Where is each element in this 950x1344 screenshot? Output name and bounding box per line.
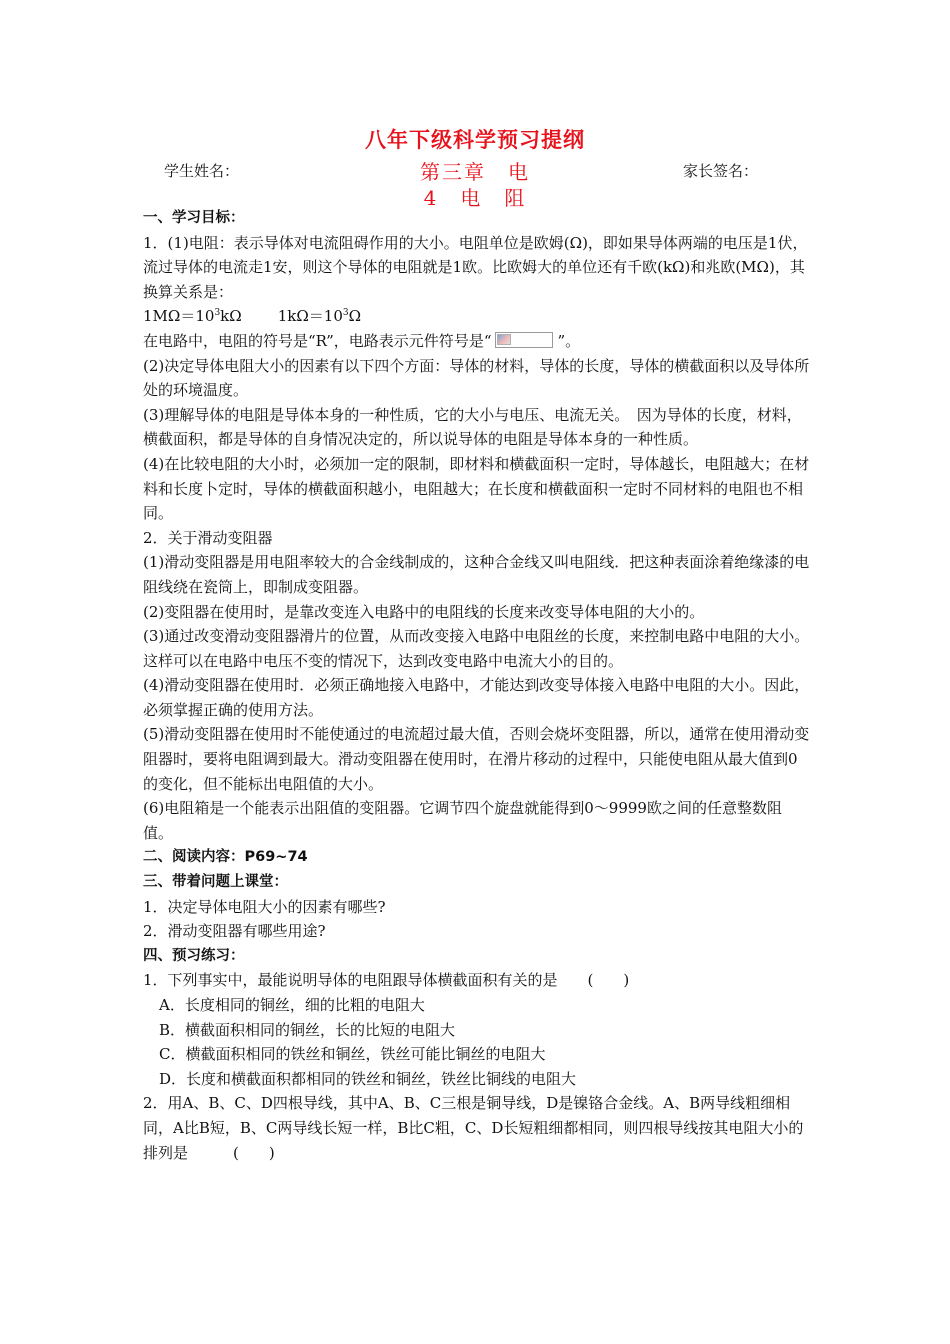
paragraph: (4)滑动变阻器在使用时．必须正确地接入电路中，才能达到改变导体接入电路中电阻的大小。因此，必须掌握正确的使用方法。 [143,676,810,719]
paragraph: (4)在比较电阻的大小时，必须加一定的限制，即材料和横截面积一定时，导体越长，电阻越大；在材料和长度卜定时，导体的横截面积越小，电阻越大；在长度和横截面积一定时不同材料的电阻也不相同。 [143,454,810,523]
symbol-text-end: ”。 [557,331,581,350]
paragraph: (1)滑动变阻器是用电阻率较大的合金线制成的，这种合金线又叫电阻线．把这种表面涂着绝缘漆的电阻线绕在瓷筒上，即制成变阻器。 [143,553,810,596]
resistor-symbol-image [495,332,553,348]
lesson-heading: 4 电 阻 [423,186,527,210]
paragraph: 2．关于滑动变阻器 [143,528,273,547]
formula-exponent: 3 [342,308,349,319]
chapter-heading: 第三章 电 [420,160,530,184]
exercise-option: B．横截面积相同的铜丝，长的比短的电阻大 [159,1020,456,1039]
exercise-question: 1．下列事实中，最能说明导体的电阻跟导体横截面积有关的是 ( ) [143,971,630,990]
parent-signature-label: 家长签名： [683,162,759,180]
exercise-option: D．长度和横截面积都相同的铁丝和铜丝，铁丝比铜线的电阻大 [159,1069,577,1088]
section-heading-reading: 二、阅读内容：P69~74 [143,849,308,866]
image-placeholder-icon [497,334,511,345]
exercise-question: 2．用A、B、C、D四根导线，其中A、B、C三根是铜导线，D是镍铬合金线。A、B两导线粗细相同，A比B短，B、C两导线长短一样，B比C粗，C、D长短粗细都相同，则四根导线按其电阻大小的排列是 ( ) [143,1094,804,1162]
question: 2．滑动变阻器有哪些用途? [143,922,326,941]
question: 1．决定导体电阻大小的因素有哪些? [143,897,386,916]
paragraph: (2)决定导体电阻大小的因素有以下四个方面：导体的材料，导体的长度，导体的横截面积以及导体所处的环境温度。 [143,356,810,400]
exercise-option: A．长度相同的铜丝，细的比粗的电阻大 [159,996,425,1014]
paragraph-resistor-symbol [143,329,811,354]
formula-mega: 1MΩ＝10 [143,307,215,326]
section-heading-exercises: 四、预习练习： [143,947,245,964]
student-name-label: 学生姓名： [164,162,240,180]
symbol-text: 在电路中，电阻的符号是“R”，电路表示元件符号是“ [143,331,492,350]
paragraph: (3)通过改变滑动变阻器滑片的位置，从而改变接入电路中电阻丝的长度，来控制电路中电阻的大小。这样可以在电路中电压不变的情况下，达到改变电路中电流大小的目的。 [143,627,810,670]
section-heading-questions: 三、带着问题上课堂： [143,874,288,891]
unit-conversion-formula [143,304,811,329]
paragraph: 1．(1)电阻：表示导体对电流阻碍作用的大小。电阻单位是欧姆(Ω)，即如果导体两端的电压是1伏，流过导体的电流走1安，则这个导体的电阻就是1欧。比欧姆大的单位还有千欧(kΩ)和兆欧(MΩ)，其换算关系是： [143,233,808,301]
exercise-option: C．横截面积相同的铁丝和铜丝，铁丝可能比铜丝的电阻大 [159,1045,546,1064]
section-heading-goals: 一、学习目标： [143,210,245,226]
formula-unit: Ω [348,307,362,326]
formula-unit: kΩ [220,307,242,326]
paragraph: (3)理解导体的电阻是导体本身的一种性质，它的大小与电压、电流无关。 因为导体的长度，材料，横截面积，都是导体的自身情况决定的，所以说导体的电阻是导体本身的一种性质。 [143,405,802,449]
document-body [143,206,811,1165]
paragraph: (2)变阻器在使用时，是靠改变连入电路中的电阻线的长度来改变导体电阻的大小的。 [143,602,705,621]
formula-exponent: 3 [214,308,221,319]
document-title: 八年下级科学预习提纲 [365,128,585,152]
formula-kilo: 1kΩ＝10 [277,307,343,326]
paragraph: (5)滑动变阻器在使用时不能使通过的电流超过最大值，否则会烧坏变阻器，所以，通常在使用滑动变阻器时，要将电阻调到最大。滑动变阻器在使用时，在滑片移动的过程中，只能使电阻从最大值到0的变化，但不能标出电阻值的大小。 [143,725,810,793]
paragraph: (6)电阻箱是一个能表示出阻值的变阻器。它调节四个旋盘就能得到0～9999欧之间的任意整数阻值。 [143,799,782,842]
